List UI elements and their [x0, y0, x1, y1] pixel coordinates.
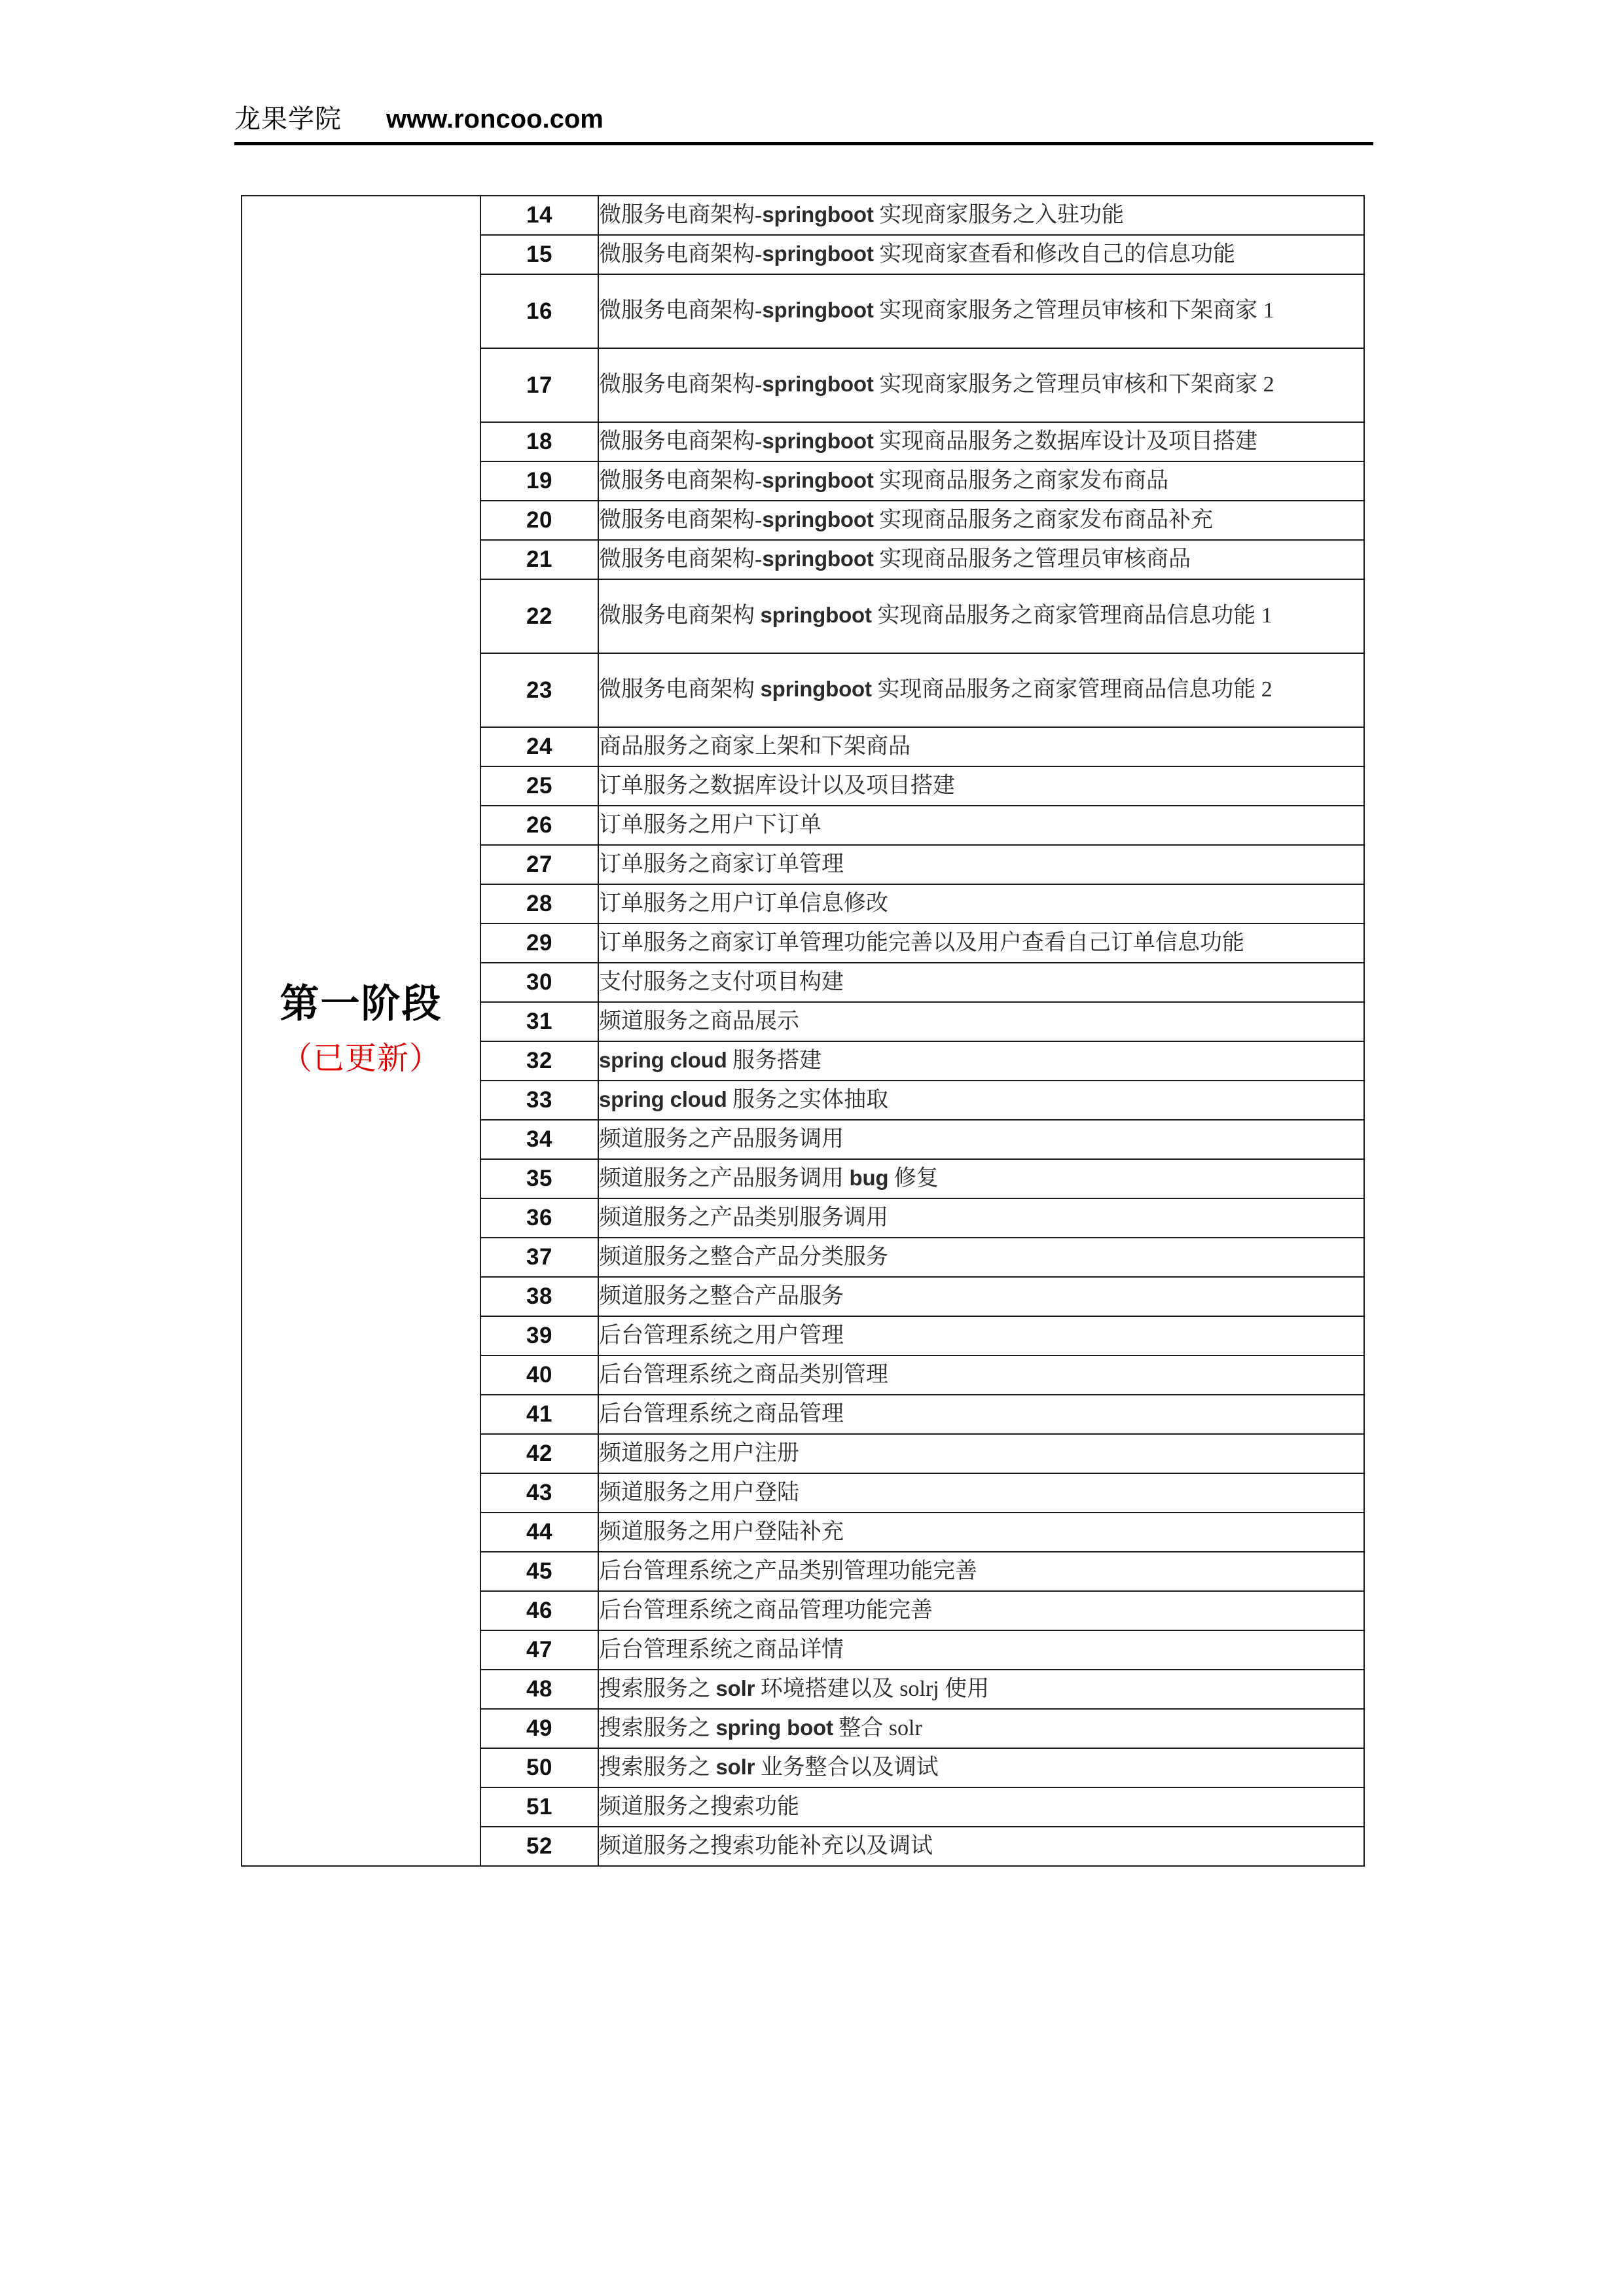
- course-title-tech-term: springboot: [762, 547, 874, 571]
- row-number-cell: 20: [480, 501, 598, 540]
- course-title-part: 修复: [888, 1166, 939, 1191]
- course-title-part: 频道服务之整合产品分类服务: [599, 1245, 888, 1270]
- course-title-part: 搜索服务之: [599, 1716, 716, 1741]
- course-schedule-table: [241, 195, 1365, 1867]
- course-title-part: 频道服务之搜索功能补充以及调试: [599, 1834, 933, 1859]
- row-number-cell: 32: [480, 1041, 598, 1081]
- row-number-cell: 43: [480, 1473, 598, 1513]
- course-title-tech-term: bug: [849, 1166, 889, 1191]
- course-title-cell: [598, 1748, 1364, 1787]
- course-title-tech-term: solr: [715, 1676, 755, 1701]
- row-number-cell: 25: [480, 766, 598, 806]
- row-number-cell: 44: [480, 1513, 598, 1552]
- course-title-part: 业务整合以及调试: [755, 1755, 939, 1780]
- course-title-part: 后台管理系统之商品管理: [599, 1402, 844, 1427]
- course-title-cell: [598, 235, 1364, 274]
- row-number-cell: 28: [480, 884, 598, 924]
- row-number-cell: 46: [480, 1591, 598, 1630]
- course-title-cell: [598, 348, 1364, 422]
- row-number-cell: 29: [480, 924, 598, 963]
- course-title-part: 微服务电商架构-: [599, 429, 763, 454]
- row-number-cell: 23: [480, 653, 598, 727]
- course-title-part: 实现商品服务之商家管理商品信息功能 2: [871, 677, 1272, 702]
- course-title-cell: [598, 1355, 1364, 1395]
- course-title-tech-term: springboot: [762, 468, 874, 493]
- site-url-text: www.roncoo.com: [386, 105, 604, 134]
- course-title-cell: [598, 1473, 1364, 1513]
- course-title-tech-term: springboot: [762, 372, 874, 397]
- course-title-cell: [598, 845, 1364, 884]
- course-title-cell: [598, 1552, 1364, 1591]
- course-title-tech-term: solr: [715, 1755, 755, 1780]
- row-number-cell: 33: [480, 1081, 598, 1120]
- row-number-cell: 19: [480, 461, 598, 501]
- course-title-cell: [598, 1670, 1364, 1709]
- header-row: [234, 98, 1373, 142]
- row-number-cell: 15: [480, 235, 598, 274]
- course-title-cell: [598, 806, 1364, 845]
- course-title-part: 实现商品服务之数据库设计及项目搭建: [873, 429, 1258, 454]
- course-title-part: 后台管理系统之产品类别管理功能完善: [599, 1559, 977, 1584]
- course-title-part: 频道服务之搜索功能: [599, 1795, 799, 1820]
- stage-updated-note: （已更新）: [280, 1041, 441, 1077]
- course-title-part: 订单服务之用户下订单: [599, 813, 821, 838]
- course-title-cell: [598, 1709, 1364, 1748]
- course-title-tech-term: springboot: [760, 603, 872, 628]
- course-title-cell: [598, 1120, 1364, 1159]
- course-title-cell: [598, 422, 1364, 461]
- row-number-cell: 36: [480, 1198, 598, 1238]
- row-number-cell: 39: [480, 1316, 598, 1355]
- course-title-cell: [598, 540, 1364, 579]
- course-title-part: 实现商家服务之入驻功能: [873, 203, 1125, 228]
- row-number-cell: 42: [480, 1434, 598, 1473]
- course-title-part: 服务搭建: [727, 1049, 822, 1073]
- course-title-cell: [598, 1277, 1364, 1316]
- course-title-part: 微服务电商架构: [599, 677, 761, 702]
- course-title-cell: [598, 1513, 1364, 1552]
- row-number-cell: 40: [480, 1355, 598, 1395]
- course-title-part: 频道服务之用户登陆: [599, 1480, 799, 1505]
- row-number-cell: 38: [480, 1277, 598, 1316]
- course-title-cell: [598, 1316, 1364, 1355]
- course-title-cell: [598, 1434, 1364, 1473]
- course-title-part: 实现商品服务之商家发布商品补充: [873, 508, 1214, 533]
- row-number-cell: 34: [480, 1120, 598, 1159]
- course-title-part: 后台管理系统之商品类别管理: [599, 1363, 888, 1388]
- course-title-cell: [598, 1395, 1364, 1434]
- row-number-cell: 47: [480, 1630, 598, 1670]
- course-title-cell: [598, 727, 1364, 766]
- course-title-tech-term: springboot: [762, 507, 874, 532]
- course-title-cell: [598, 1827, 1364, 1866]
- row-number-cell: 41: [480, 1395, 598, 1434]
- row-number-cell: 21: [480, 540, 598, 579]
- course-title-part: 实现商家查看和修改自己的信息功能: [873, 242, 1236, 267]
- table-row: [242, 196, 1364, 235]
- course-title-cell: [598, 1591, 1364, 1630]
- header-divider: [234, 142, 1373, 145]
- course-title-part: 频道服务之产品类别服务调用: [599, 1206, 888, 1230]
- course-title-cell: [598, 1630, 1364, 1670]
- stage-cell: [242, 196, 480, 1866]
- course-title-part: 微服务电商架构-: [599, 547, 763, 572]
- row-number-cell: 31: [480, 1002, 598, 1041]
- stage-title: 第一阶段: [280, 982, 442, 1026]
- course-title-part: 订单服务之商家订单管理: [599, 852, 844, 877]
- course-title-cell: [598, 501, 1364, 540]
- course-title-part: 实现商家服务之管理员审核和下架商家 1: [873, 298, 1274, 323]
- course-title-cell: [598, 1041, 1364, 1081]
- course-title-cell: [598, 274, 1364, 348]
- row-number-cell: 14: [480, 196, 598, 235]
- course-title-part: 微服务电商架构-: [599, 298, 763, 323]
- row-number-cell: 30: [480, 963, 598, 1002]
- course-title-part: 后台管理系统之商品管理功能完善: [599, 1598, 933, 1623]
- course-title-tech-term: spring boot: [715, 1715, 833, 1740]
- row-number-cell: 35: [480, 1159, 598, 1198]
- page-header: [234, 98, 1373, 145]
- course-title-part: 后台管理系统之商品详情: [599, 1638, 844, 1662]
- row-number-cell: 22: [480, 579, 598, 653]
- course-title-part: 服务之实体抽取: [727, 1088, 889, 1113]
- course-title-tech-term: spring cloud: [599, 1048, 727, 1073]
- course-title-part: 实现商家服务之管理员审核和下架商家 2: [873, 372, 1274, 397]
- row-number-cell: 18: [480, 422, 598, 461]
- row-number-cell: 49: [480, 1709, 598, 1748]
- row-number-cell: 26: [480, 806, 598, 845]
- course-title-part: 整合 solr: [833, 1716, 922, 1741]
- row-number-cell: 50: [480, 1748, 598, 1787]
- course-title-part: 微服务电商架构: [599, 603, 761, 628]
- course-title-tech-term: springboot: [762, 242, 874, 266]
- course-title-cell: [598, 461, 1364, 501]
- row-number-cell: 48: [480, 1670, 598, 1709]
- course-title-part: 后台管理系统之用户管理: [599, 1323, 844, 1348]
- course-title-part: 搜索服务之: [599, 1677, 716, 1702]
- course-title-cell: [598, 196, 1364, 235]
- course-title-part: 微服务电商架构-: [599, 203, 763, 228]
- course-title-cell: [598, 1238, 1364, 1277]
- course-title-tech-term: springboot: [762, 429, 874, 454]
- course-title-part: 频道服务之整合产品服务: [599, 1284, 844, 1309]
- course-title-cell: [598, 963, 1364, 1002]
- course-title-cell: [598, 1159, 1364, 1198]
- row-number-cell: 17: [480, 348, 598, 422]
- course-title-part: 微服务电商架构-: [599, 372, 763, 397]
- row-number-cell: 51: [480, 1787, 598, 1827]
- course-title-part: 搜索服务之: [599, 1755, 716, 1780]
- course-title-tech-term: springboot: [760, 677, 872, 702]
- course-title-part: 实现商品服务之商家发布商品: [873, 469, 1169, 493]
- brand-logo-text: 龙果学院: [234, 104, 342, 134]
- course-title-part: 订单服务之商家订单管理功能完善以及用户查看自己订单信息功能: [599, 931, 1244, 956]
- course-title-part: 商品服务之商家上架和下架商品: [599, 734, 911, 759]
- course-title-cell: [598, 884, 1364, 924]
- course-title-tech-term: springboot: [762, 202, 874, 227]
- row-number-cell: 37: [480, 1238, 598, 1277]
- course-title-part: 环境搭建以及 solrj 使用: [755, 1677, 990, 1702]
- course-title-part: 频道服务之产品服务调用: [599, 1166, 850, 1191]
- row-number-cell: 16: [480, 274, 598, 348]
- row-number-cell: 24: [480, 727, 598, 766]
- row-number-cell: 52: [480, 1827, 598, 1866]
- course-title-part: 订单服务之数据库设计以及项目搭建: [599, 774, 955, 798]
- course-title-part: 频道服务之用户登陆补充: [599, 1520, 844, 1545]
- course-title-cell: [598, 924, 1364, 963]
- row-number-cell: 27: [480, 845, 598, 884]
- course-title-part: 微服务电商架构-: [599, 469, 763, 493]
- course-title-part: 微服务电商架构-: [599, 508, 763, 533]
- course-title-cell: [598, 766, 1364, 806]
- course-title-cell: [598, 1081, 1364, 1120]
- course-title-cell: [598, 579, 1364, 653]
- course-title-part: 订单服务之用户订单信息修改: [599, 891, 888, 916]
- course-title-cell: [598, 653, 1364, 727]
- course-title-part: 实现商品服务之管理员审核商品: [873, 547, 1191, 572]
- row-number-cell: 45: [480, 1552, 598, 1591]
- course-title-cell: [598, 1198, 1364, 1238]
- course-title-part: 支付服务之支付项目构建: [599, 970, 844, 995]
- course-title-part: 实现商品服务之商家管理商品信息功能 1: [871, 603, 1272, 628]
- course-title-part: 频道服务之用户注册: [599, 1441, 799, 1466]
- course-title-part: 微服务电商架构-: [599, 242, 763, 267]
- course-title-part: 频道服务之产品服务调用: [599, 1127, 844, 1152]
- course-title-tech-term: spring cloud: [599, 1087, 727, 1112]
- course-title-tech-term: springboot: [762, 298, 874, 323]
- course-title-cell: [598, 1787, 1364, 1827]
- course-title-part: 频道服务之商品展示: [599, 1009, 799, 1034]
- course-title-cell: [598, 1002, 1364, 1041]
